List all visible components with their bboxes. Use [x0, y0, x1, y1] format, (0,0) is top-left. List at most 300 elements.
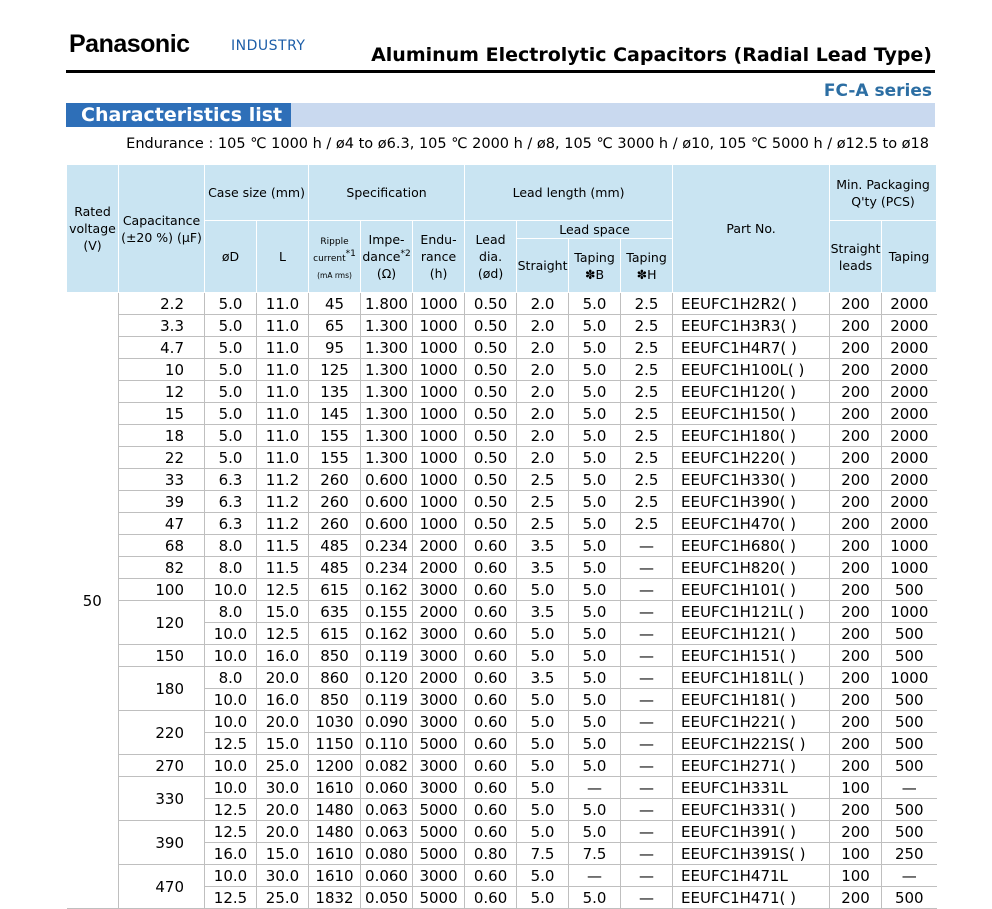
impedance-cell: 0.234 [361, 557, 413, 579]
qty-straight-cell: 100 [830, 777, 882, 799]
col-straight-leads: Straight leads [830, 221, 882, 293]
lead-straight-cell: 3.5 [517, 667, 569, 689]
lead-taping-h-cell: — [621, 667, 673, 689]
ripple-current-cell: 145 [309, 403, 361, 425]
lead-taping-h-cell: 2.5 [621, 359, 673, 381]
case-od-cell: 5.0 [205, 381, 257, 403]
case-l-cell: 15.0 [257, 601, 309, 623]
part-number-cell: EEUFC1H820( ) [673, 557, 830, 579]
table-row [67, 513, 937, 535]
part-number-cell: EEUFC1H330( ) [673, 469, 830, 491]
lead-taping-b-cell: 5.0 [569, 645, 621, 667]
col-capacitance: Capacitance (±20 %) (μF) [119, 165, 205, 293]
impedance-cell: 0.080 [361, 843, 413, 865]
lead-taping-h-cell: — [621, 733, 673, 755]
lead-straight-cell: 5.0 [517, 645, 569, 667]
series-name: FC-A series [823, 81, 932, 101]
table-row [67, 667, 937, 689]
endurance-hours-cell: 2000 [413, 601, 465, 623]
qty-taping-cell: 500 [882, 887, 937, 909]
impedance-cell: 0.155 [361, 601, 413, 623]
lead-dia-cell: 0.60 [465, 865, 517, 887]
lead-taping-b-cell: 5.0 [569, 601, 621, 623]
part-number-cell: EEUFC1H470( ) [673, 513, 830, 535]
col-od: øD [205, 221, 257, 293]
qty-straight-cell: 200 [830, 623, 882, 645]
endurance-hours-cell: 1000 [413, 425, 465, 447]
qty-taping-cell: 500 [882, 821, 937, 843]
lead-taping-h-cell: — [621, 579, 673, 601]
lead-dia-cell: 0.60 [465, 711, 517, 733]
lead-taping-b-cell: 5.0 [569, 755, 621, 777]
lead-dia-cell: 0.60 [465, 887, 517, 909]
capacitance-cell: 180 [119, 667, 205, 711]
lead-taping-b-cell: 5.0 [569, 381, 621, 403]
case-l-cell: 15.0 [257, 843, 309, 865]
part-number-cell: EEUFC1H680( ) [673, 535, 830, 557]
case-od-cell: 5.0 [205, 359, 257, 381]
impedance-cell: 1.300 [361, 381, 413, 403]
endurance-hours-cell: 5000 [413, 799, 465, 821]
impedance-cell: 0.090 [361, 711, 413, 733]
lead-taping-b-cell: 5.0 [569, 447, 621, 469]
part-number-cell: EEUFC1H391S( ) [673, 843, 830, 865]
case-l-cell: 11.2 [257, 491, 309, 513]
case-l-cell: 11.2 [257, 513, 309, 535]
ripple-note: *1 [345, 248, 356, 259]
part-number-cell: EEUFC1H471( ) [673, 887, 830, 909]
qty-taping-cell: 500 [882, 645, 937, 667]
table-row [67, 535, 937, 557]
lead-straight-cell: 5.0 [517, 579, 569, 601]
lead-straight-cell: 3.5 [517, 557, 569, 579]
impedance-cell: 0.120 [361, 667, 413, 689]
case-l-cell: 11.0 [257, 447, 309, 469]
case-od-cell: 10.0 [205, 865, 257, 887]
lead-dia-cell: 0.50 [465, 447, 517, 469]
brand-logo: Panasonic [69, 30, 190, 58]
col-lead-length: Lead length (mm) [465, 165, 673, 221]
impedance-cell: 1.300 [361, 447, 413, 469]
impedance-label-b: dance [362, 249, 401, 265]
impedance-unit: (Ω) [376, 266, 397, 282]
lead-dia-cell: 0.60 [465, 821, 517, 843]
case-l-cell: 20.0 [257, 821, 309, 843]
lead-taping-h-cell: 2.5 [621, 337, 673, 359]
case-l-cell: 11.0 [257, 359, 309, 381]
qty-taping-cell: 500 [882, 755, 937, 777]
qty-straight-cell: 200 [830, 469, 882, 491]
lead-straight-cell: 5.0 [517, 865, 569, 887]
case-od-cell: 6.3 [205, 469, 257, 491]
qty-straight-cell: 200 [830, 689, 882, 711]
lead-taping-h-cell: 2.5 [621, 381, 673, 403]
ripple-current-cell: 45 [309, 293, 361, 315]
case-od-cell: 10.0 [205, 645, 257, 667]
ripple-current-cell: 65 [309, 315, 361, 337]
lead-taping-b-cell: 5.0 [569, 469, 621, 491]
ripple-label-b: current [313, 254, 346, 265]
case-l-cell: 11.0 [257, 403, 309, 425]
case-od-cell: 5.0 [205, 293, 257, 315]
ripple-current-cell: 135 [309, 381, 361, 403]
qty-straight-cell: 200 [830, 359, 882, 381]
capacitance-cell: 39 [119, 491, 205, 513]
impedance-cell: 0.600 [361, 469, 413, 491]
lead-taping-b-cell: 5.0 [569, 579, 621, 601]
endurance-hours-cell: 5000 [413, 821, 465, 843]
case-l-cell: 12.5 [257, 623, 309, 645]
lead-taping-h-cell: — [621, 755, 673, 777]
lead-taping-b-cell: 5.0 [569, 337, 621, 359]
lead-dia-label-a: Lead [475, 232, 506, 247]
case-l-cell: 11.2 [257, 469, 309, 491]
part-number-cell: EEUFC1H100L( ) [673, 359, 830, 381]
ripple-current-cell: 260 [309, 469, 361, 491]
lead-dia-cell: 0.60 [465, 667, 517, 689]
taping-h-label: Taping [626, 249, 667, 265]
lead-taping-b-cell: — [569, 865, 621, 887]
qty-taping-cell: 2000 [882, 403, 937, 425]
capacitance-cell: 68 [119, 535, 205, 557]
qty-straight-cell: 200 [830, 799, 882, 821]
impedance-cell: 0.162 [361, 623, 413, 645]
part-number-cell: EEUFC1H181L( ) [673, 667, 830, 689]
lead-straight-cell: 5.0 [517, 887, 569, 909]
table-row [67, 645, 937, 667]
case-od-cell: 5.0 [205, 403, 257, 425]
part-number-cell: EEUFC1H150( ) [673, 403, 830, 425]
impedance-cell: 0.234 [361, 535, 413, 557]
part-number-cell: EEUFC1H220( ) [673, 447, 830, 469]
lead-taping-h-cell: — [621, 777, 673, 799]
lead-taping-h-cell: 2.5 [621, 447, 673, 469]
lead-straight-cell: 5.0 [517, 623, 569, 645]
part-number-cell: EEUFC1H3R3( ) [673, 315, 830, 337]
case-od-cell: 12.5 [205, 733, 257, 755]
col-endurance [413, 221, 465, 293]
case-od-cell: 6.3 [205, 491, 257, 513]
ripple-current-cell: 860 [309, 667, 361, 689]
lead-taping-b-cell: 5.0 [569, 425, 621, 447]
capacitance-cell: 18 [119, 425, 205, 447]
impedance-cell: 0.063 [361, 799, 413, 821]
part-number-cell: EEUFC1H151( ) [673, 645, 830, 667]
lead-taping-b-cell: 5.0 [569, 513, 621, 535]
qty-straight-cell: 200 [830, 315, 882, 337]
lead-taping-b-cell: 7.5 [569, 843, 621, 865]
part-number-cell: EEUFC1H331L [673, 777, 830, 799]
impedance-cell: 0.060 [361, 865, 413, 887]
impedance-label-a: Impe- [368, 231, 405, 247]
endurance-hours-cell: 3000 [413, 865, 465, 887]
ripple-current-cell: 485 [309, 535, 361, 557]
lead-dia-cell: 0.50 [465, 513, 517, 535]
col-rated-voltage: Rated voltage (V) [67, 165, 119, 293]
table-row [67, 293, 937, 315]
lead-taping-b-cell: 5.0 [569, 667, 621, 689]
lead-taping-b-cell: 5.0 [569, 315, 621, 337]
table-row [67, 865, 937, 887]
case-l-cell: 20.0 [257, 799, 309, 821]
lead-taping-h-cell: 2.5 [621, 469, 673, 491]
endurance-hours-cell: 3000 [413, 645, 465, 667]
part-number-cell: EEUFC1H391( ) [673, 821, 830, 843]
part-number-cell: EEUFC1H4R7( ) [673, 337, 830, 359]
qty-straight-cell: 100 [830, 865, 882, 887]
lead-taping-b-cell: 5.0 [569, 403, 621, 425]
part-number-cell: EEUFC1H331( ) [673, 799, 830, 821]
capacitance-cell: 100 [119, 579, 205, 601]
lead-dia-unit: (ød) [477, 266, 504, 281]
capacitance-cell: 82 [119, 557, 205, 579]
part-number-cell: EEUFC1H221S( ) [673, 733, 830, 755]
impedance-cell: 1.300 [361, 425, 413, 447]
lead-dia-cell: 0.50 [465, 491, 517, 513]
qty-taping-cell: 2000 [882, 447, 937, 469]
lead-straight-cell: 2.0 [517, 359, 569, 381]
qty-straight-cell: 200 [830, 601, 882, 623]
lead-straight-cell: 5.0 [517, 799, 569, 821]
lead-straight-cell: 5.0 [517, 777, 569, 799]
lead-taping-b-cell: 5.0 [569, 557, 621, 579]
capacitance-cell: 12 [119, 381, 205, 403]
ripple-current-cell: 260 [309, 491, 361, 513]
endurance-unit: (h) [429, 266, 448, 281]
lead-straight-cell: 7.5 [517, 843, 569, 865]
ripple-current-cell: 615 [309, 623, 361, 645]
col-ripple [309, 221, 361, 293]
taping-h-symbol: ✽H [636, 266, 657, 282]
lead-straight-cell: 2.0 [517, 403, 569, 425]
case-od-cell: 10.0 [205, 755, 257, 777]
ripple-label-a: Ripple [320, 236, 349, 247]
lead-taping-b-cell: — [569, 777, 621, 799]
qty-taping-cell: 500 [882, 799, 937, 821]
lead-straight-cell: 2.5 [517, 469, 569, 491]
col-taping-qty: Taping [882, 221, 937, 293]
table-row [67, 315, 937, 337]
part-number-cell: EEUFC1H2R2( ) [673, 293, 830, 315]
capacitance-cell: 120 [119, 601, 205, 645]
qty-taping-cell: 1000 [882, 667, 937, 689]
endurance-note: Endurance : 105 ℃ 1000 h / ø4 to ø6.3, 105 ℃ 2000 h / ø8, 105 ℃ 3000 h / ø10, 105 ℃ 5000 h / ø12.5 to ø18 [126, 136, 929, 152]
case-l-cell: 11.0 [257, 425, 309, 447]
lead-taping-h-cell: — [621, 689, 673, 711]
qty-straight-cell: 200 [830, 491, 882, 513]
table-row [67, 381, 937, 403]
impedance-cell: 0.162 [361, 579, 413, 601]
endurance-label-a: Endu- [420, 232, 457, 247]
lead-taping-b-cell: 5.0 [569, 359, 621, 381]
ripple-current-cell: 260 [309, 513, 361, 535]
table-row [67, 425, 937, 447]
impedance-cell: 1.300 [361, 315, 413, 337]
ripple-current-cell: 615 [309, 579, 361, 601]
qty-taping-cell: 2000 [882, 359, 937, 381]
case-l-cell: 11.0 [257, 381, 309, 403]
case-l-cell: 11.0 [257, 315, 309, 337]
lead-straight-cell: 5.0 [517, 755, 569, 777]
case-l-cell: 11.5 [257, 535, 309, 557]
ripple-current-cell: 1030 [309, 711, 361, 733]
case-l-cell: 25.0 [257, 887, 309, 909]
impedance-cell: 0.110 [361, 733, 413, 755]
table-row [67, 403, 937, 425]
endurance-hours-cell: 1000 [413, 293, 465, 315]
capacitance-cell: 3.3 [119, 315, 205, 337]
lead-straight-cell: 2.5 [517, 513, 569, 535]
endurance-hours-cell: 1000 [413, 469, 465, 491]
lead-taping-b-cell: 5.0 [569, 887, 621, 909]
endurance-hours-cell: 2000 [413, 557, 465, 579]
case-od-cell: 12.5 [205, 887, 257, 909]
table-row [67, 337, 937, 359]
case-l-cell: 20.0 [257, 667, 309, 689]
lead-taping-h-cell: — [621, 601, 673, 623]
qty-straight-cell: 200 [830, 579, 882, 601]
lead-taping-h-cell: — [621, 535, 673, 557]
lead-straight-cell: 2.0 [517, 315, 569, 337]
lead-taping-h-cell: — [621, 843, 673, 865]
impedance-cell: 1.800 [361, 293, 413, 315]
lead-taping-b-cell: 5.0 [569, 535, 621, 557]
capacitance-cell: 470 [119, 865, 205, 909]
capacitance-cell: 390 [119, 821, 205, 865]
endurance-hours-cell: 5000 [413, 843, 465, 865]
case-l-cell: 11.5 [257, 557, 309, 579]
lead-straight-cell: 5.0 [517, 689, 569, 711]
col-specification: Specification [309, 165, 465, 221]
ripple-current-cell: 1610 [309, 777, 361, 799]
impedance-cell: 1.300 [361, 403, 413, 425]
impedance-cell: 0.119 [361, 689, 413, 711]
ripple-current-cell: 1150 [309, 733, 361, 755]
qty-taping-cell: 2000 [882, 425, 937, 447]
impedance-cell: 0.050 [361, 887, 413, 909]
ripple-current-cell: 125 [309, 359, 361, 381]
lead-dia-cell: 0.50 [465, 315, 517, 337]
qty-taping-cell: 2000 [882, 513, 937, 535]
lead-taping-b-cell: 5.0 [569, 711, 621, 733]
endurance-hours-cell: 5000 [413, 733, 465, 755]
capacitance-cell: 10 [119, 359, 205, 381]
impedance-cell: 1.300 [361, 359, 413, 381]
lead-taping-b-cell: 5.0 [569, 293, 621, 315]
col-straight: Straight [517, 239, 569, 293]
lead-straight-cell: 2.0 [517, 425, 569, 447]
lead-straight-cell: 5.0 [517, 821, 569, 843]
endurance-hours-cell: 3000 [413, 689, 465, 711]
qty-taping-cell: 1000 [882, 535, 937, 557]
lead-dia-cell: 0.60 [465, 557, 517, 579]
table-row [67, 777, 937, 799]
capacitance-cell: 33 [119, 469, 205, 491]
lead-dia-cell: 0.60 [465, 777, 517, 799]
ripple-current-cell: 635 [309, 601, 361, 623]
case-od-cell: 10.0 [205, 711, 257, 733]
lead-taping-h-cell: 2.5 [621, 293, 673, 315]
lead-taping-h-cell: — [621, 645, 673, 667]
lead-dia-cell: 0.50 [465, 381, 517, 403]
ripple-current-cell: 1610 [309, 865, 361, 887]
case-l-cell: 15.0 [257, 733, 309, 755]
table-row [67, 447, 937, 469]
qty-straight-cell: 200 [830, 557, 882, 579]
impedance-cell: 1.300 [361, 337, 413, 359]
qty-taping-cell: 500 [882, 579, 937, 601]
capacitance-cell: 4.7 [119, 337, 205, 359]
endurance-hours-cell: 1000 [413, 359, 465, 381]
lead-taping-h-cell: 2.5 [621, 491, 673, 513]
case-od-cell: 12.5 [205, 799, 257, 821]
ripple-current-cell: 155 [309, 425, 361, 447]
qty-straight-cell: 200 [830, 887, 882, 909]
qty-taping-cell: 250 [882, 843, 937, 865]
part-number-cell: EEUFC1H121( ) [673, 623, 830, 645]
col-part-no: Part No. [673, 165, 830, 293]
ripple-current-cell: 850 [309, 689, 361, 711]
lead-taping-h-cell: — [621, 557, 673, 579]
table-row [67, 821, 937, 843]
qty-straight-cell: 200 [830, 711, 882, 733]
lead-straight-cell: 2.0 [517, 337, 569, 359]
case-od-cell: 5.0 [205, 337, 257, 359]
impedance-cell: 0.600 [361, 491, 413, 513]
qty-taping-cell: 2000 [882, 337, 937, 359]
case-l-cell: 16.0 [257, 645, 309, 667]
part-number-cell: EEUFC1H121L( ) [673, 601, 830, 623]
table-row [67, 711, 937, 733]
part-number-cell: EEUFC1H390( ) [673, 491, 830, 513]
ripple-current-cell: 485 [309, 557, 361, 579]
lead-dia-cell: 0.60 [465, 623, 517, 645]
ripple-current-cell: 1480 [309, 821, 361, 843]
lead-straight-cell: 2.0 [517, 293, 569, 315]
capacitance-cell: 150 [119, 645, 205, 667]
lead-dia-cell: 0.50 [465, 293, 517, 315]
qty-taping-cell: 500 [882, 623, 937, 645]
qty-straight-cell: 200 [830, 535, 882, 557]
rated-voltage-cell: 50 [67, 293, 119, 909]
case-od-cell: 6.3 [205, 513, 257, 535]
lead-straight-cell: 3.5 [517, 535, 569, 557]
document-title: Aluminum Electrolytic Capacitors (Radial Lead Type) [371, 44, 932, 66]
section-title: Characteristics list [66, 103, 291, 127]
capacitance-cell: 2.2 [119, 293, 205, 315]
qty-taping-cell: 2000 [882, 381, 937, 403]
qty-straight-cell: 200 [830, 381, 882, 403]
qty-straight-cell: 100 [830, 843, 882, 865]
lead-taping-h-cell: 2.5 [621, 425, 673, 447]
lead-taping-b-cell: 5.0 [569, 623, 621, 645]
lead-straight-cell: 2.0 [517, 447, 569, 469]
qty-straight-cell: 200 [830, 293, 882, 315]
part-number-cell: EEUFC1H271( ) [673, 755, 830, 777]
qty-straight-cell: 200 [830, 645, 882, 667]
lead-taping-b-cell: 5.0 [569, 491, 621, 513]
case-od-cell: 10.0 [205, 623, 257, 645]
lead-taping-b-cell: 5.0 [569, 689, 621, 711]
taping-b-symbol: ✽B [585, 266, 605, 282]
case-od-cell: 10.0 [205, 689, 257, 711]
qty-straight-cell: 200 [830, 425, 882, 447]
qty-straight-cell: 200 [830, 403, 882, 425]
lead-taping-h-cell: — [621, 865, 673, 887]
table-row [67, 491, 937, 513]
case-od-cell: 12.5 [205, 821, 257, 843]
case-l-cell: 25.0 [257, 755, 309, 777]
